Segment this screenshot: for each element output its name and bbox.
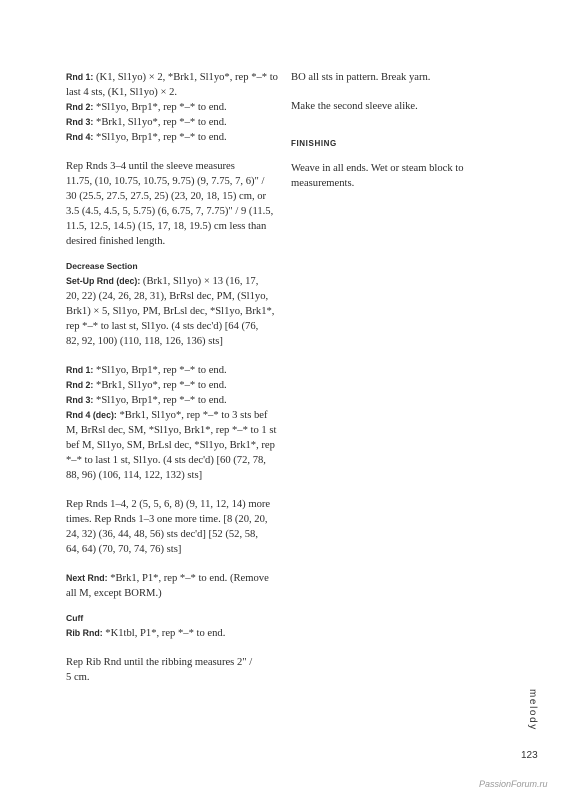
setup-label: Set-Up Rnd (dec): xyxy=(66,276,141,286)
right-column xyxy=(291,70,496,191)
text-line: desired finished length. xyxy=(66,236,166,247)
rnd3-label: Rnd 3: xyxy=(66,117,94,127)
rnd4-label: Rnd 4: xyxy=(66,132,94,142)
rib-text: *K1tbl, P1*, rep *–* to end. xyxy=(102,628,226,639)
rnd4-line xyxy=(66,130,278,145)
text-line: 64, 64) (70, 70, 74, 76) sts] xyxy=(66,544,182,555)
watermark: PassionForum.ru xyxy=(479,779,548,789)
text-line: Rep Rnds 3–4 until the sleeve measures xyxy=(66,161,235,172)
setup-round xyxy=(66,274,278,349)
dec-rnd1-text: *Sl1yo, Brp1*, rep *–* to end. xyxy=(93,365,227,376)
text-line: 3.5 (4.5, 4.5, 5, 5.75) (6, 6.75, 7, 7.75)" / 9 (11.5, xyxy=(66,206,274,217)
text-line: 24, 32) (36, 44, 48, 56) sts dec'd] [52 (52, 58, xyxy=(66,529,258,540)
dec-rnd1-label: Rnd 1: xyxy=(66,365,94,375)
finishing-heading: FINISHING xyxy=(291,139,337,148)
text-line: rep *–* to last st, Sl1yo. (4 sts dec'd) [64 (76, xyxy=(66,321,259,332)
rep-rib-paragraph xyxy=(66,655,278,685)
rnd2-label: Rnd 2: xyxy=(66,102,94,112)
next-text: *Brk1, P1*, rep *–* to end. (Remove xyxy=(107,573,269,584)
rnd2-line xyxy=(66,100,278,115)
repeat-paragraph xyxy=(66,159,278,249)
text-line: Weave in all ends. Wet or steam block to xyxy=(291,163,464,174)
weave-paragraph xyxy=(291,161,496,191)
dec-rnd2-line xyxy=(66,378,278,393)
dec-rnd1-line xyxy=(66,363,278,378)
dec-rnd4-label: Rnd 4 (dec): xyxy=(66,410,117,420)
text-line: *–* to last 1 st, Sl1yo. (4 sts dec'd) [60 (72, 78, xyxy=(66,455,266,466)
text-line: Rep Rib Rnd until the ribbing measures 2" / xyxy=(66,657,253,668)
cuff-heading: Cuff xyxy=(66,613,84,623)
decrease-section-heading: Decrease Section xyxy=(66,261,138,271)
setup-text: (Brk1, Sl1yo) × 13 (16, 17, xyxy=(140,276,259,287)
text-line: 5 cm. xyxy=(66,672,90,683)
rib-label: Rib Rnd: xyxy=(66,628,103,638)
next-label: Next Rnd: xyxy=(66,573,108,583)
side-pattern-title: melody xyxy=(527,689,538,731)
rnd1-text: (K1, Sl1yo) × 2, *Brk1, Sl1yo*, rep *–* to xyxy=(93,72,278,83)
text-line: all M, except BORM.) xyxy=(66,588,162,599)
dec-rnd2-label: Rnd 2: xyxy=(66,380,94,390)
repeat-paragraph-2 xyxy=(66,497,278,557)
rnd1-label: Rnd 1: xyxy=(66,72,94,82)
dec-rnd4 xyxy=(66,408,278,483)
dec-rnd2-text: *Brk1, Sl1yo*, rep *–* to end. xyxy=(93,380,227,391)
rnd3-text: *Brk1, Sl1yo*, rep *–* to end. xyxy=(93,117,227,128)
text-line: 20, 22) (24, 26, 28, 31), BrRsl dec, PM, (Sl1yo, xyxy=(66,291,269,302)
text-line: Brk1) × 5, Sl1yo, PM, BrLsl dec, *Sl1yo, Brk1*, xyxy=(66,306,275,317)
text-line: 11.5, 12.5, 14.5) (15, 17, 18, 19.5) cm less than xyxy=(66,221,267,232)
dec-rnd3-line xyxy=(66,393,278,408)
bind-off-text: BO all sts in pattern. Break yarn. xyxy=(291,72,431,83)
second-sleeve-text: Make the second sleeve alike. xyxy=(291,101,418,112)
left-column xyxy=(66,70,278,685)
rnd2-text: *Sl1yo, Brp1*, rep *–* to end. xyxy=(93,102,227,113)
dec-rnd3-label: Rnd 3: xyxy=(66,395,94,405)
text-line: 11.75, (10, 10.75, 10.75, 9.75) (9, 7.75, 7, 6)" / xyxy=(66,176,265,187)
text-line: Rep Rnds 1–4, 2 (5, 5, 6, 8) (9, 11, 12, 14) more xyxy=(66,499,271,510)
rnd1-line-1 xyxy=(66,70,278,85)
text-line: 82, 92, 100) (110, 118, 126, 136) sts] xyxy=(66,336,223,347)
text-line: times. Rep Rnds 1–3 one more time. [8 (20, 20, xyxy=(66,514,268,525)
next-round xyxy=(66,571,278,601)
dec-rnd4-text: *Brk1, Sl1yo*, rep *–* to 3 sts bef xyxy=(116,410,268,421)
text-line: M, BrRsl dec, SM, *Sl1yo, Brk1*, rep *–* to 1 st xyxy=(66,425,277,436)
rnd3-line xyxy=(66,115,278,130)
text-line: measurements. xyxy=(291,178,355,189)
text-line: bef M, Sl1yo, SM, BrLsl dec, *Sl1yo, Brk1*, rep xyxy=(66,440,275,451)
rnd4-text: *Sl1yo, Brp1*, rep *–* to end. xyxy=(93,132,227,143)
rnd1-line-2: last 4 sts, (K1, Sl1yo) × 2. xyxy=(66,87,178,98)
text-line: 30 (25.5, 27.5, 27.5, 25) (23, 20, 18, 15) cm, or xyxy=(66,191,267,202)
rib-round-line xyxy=(66,626,278,641)
dec-rnd3-text: *Sl1yo, Brp1*, rep *–* to end. xyxy=(93,395,227,406)
text-line: 88, 96) (106, 114, 122, 132) sts] xyxy=(66,470,203,481)
page-number: 123 xyxy=(521,750,538,761)
